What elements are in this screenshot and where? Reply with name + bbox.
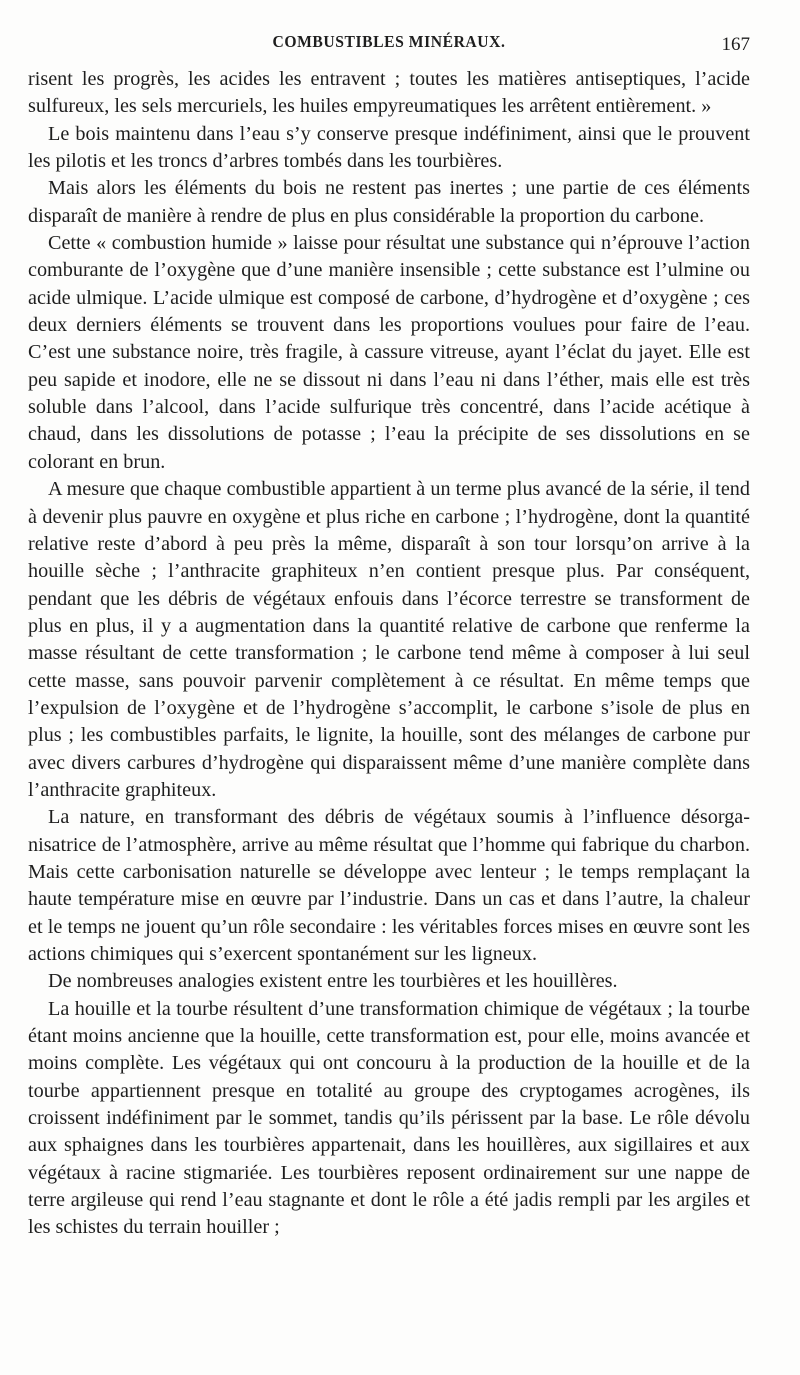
paragraph: Mais alors les éléments du bois ne restent pas inertes ; une partie de ces éléments disparaît de manière à rendre de plus en plus considérable la proportion du carbone. xyxy=(28,177,750,227)
running-title: COMBUSTIBLES MINÉRAUX. xyxy=(272,32,506,51)
paragraph: De nombreuses analogies existent entre les tourbières et les houillères. xyxy=(48,970,618,993)
paragraph: La nature, en transformant des débris de végétaux soumis à l’influence désorganisatrice de l’atmosphère, arrive au même résultat que l’homme qui fabrique du charbon. Mais cette carbonisation naturelle se développe avec lenteur ; le temps remplaçant la haute température mise en œuvre par l’industrie. Dans un cas et dans l’autre, la chaleur et le temps ne jouent qu’un rôle secondaire : les véritables forces mises en œuvre sont les actions chimiques qui s’exercent spontanément sur les ligneux. xyxy=(28,806,750,965)
paragraph: Cette « combustion humide » laisse pour résultat une substance qui n’éprouve l’action comburante de l’oxygène que d’une manière insensible ; cette substance est l’ulmine ou acide ulmique. L’acide ulmique est composé de carbone, d’hydrogène et d’oxygène ; ces deux derniers éléments se trouvent dans les proportions voulues pour faire de l’eau. C’est une substance noire, très fragile, à cassure vitreuse, ayant l’éclat du jayet. Elle est peu sapide et inodore, elle ne se dissout ni dans l’eau ni dans l’éther, mais elle est très soluble dans l’alcool, dans l’acide sulfurique très concentré, dans l’acide acétique à chaud, dans les dissolutions de potasse ; l’eau la précipite de ses dissolutions en se colorant en brun. xyxy=(28,232,750,473)
body-text xyxy=(28,66,750,1242)
page-number: 167 xyxy=(721,34,750,55)
paragraph: A mesure que chaque combustible appartient à un terme plus avancé de la série, il tend à devenir plus pauvre en oxygène et plus riche en carbone ; l’hydrogène, dont la quantité relative reste d’abord à peu près la même, disparaît à son tour lorsqu’on arrive à la houille sèche ; l’anthracite graphiteux n’en contient presque plus. Par conséquent, pendant que les débris de végétaux enfouis dans l’écorce terrestre se transforment de plus en plus, il y a augmentation dans la quantité relative de carbone que renferme la masse résultant de cette transformation ; le carbone tend même à composer à lui seul cette masse, sans pouvoir parvenir complètement à ce résultat. En même temps que l’expulsion de l’oxygène et de l’hydrogène s’accomplit, le carbone s’isole de plus en plus ; les combustibles parfaits, le lignite, la houille, sont des mélanges de carbone pur avec divers carbures d’hydrogène qui disparaissent même d’une manière complète dans l’anthracite graphiteux. xyxy=(28,478,750,801)
paragraph: Le bois maintenu dans l’eau s’y conserve presque indéfiniment, ainsi que le prouvent les pilotis et les troncs d’arbres tombés dans les tourbières. xyxy=(28,122,750,173)
paragraph-continued: risent les progrès, les acides les entravent ; toutes les matières antiseptiques, l’acide sulfureux, les sels mercuriels, les huiles empyreumatiques les arrêtent entièrement. » xyxy=(28,68,750,118)
paragraph: La houille et la tourbe résultent d’une transformation chimique de végétaux ; la tourbe étant moins ancienne que la houille, cette transformation est, pour elle, moins avancée et moins complète. Les végétaux qui ont concouru à la production de la houille et de la tourbe appartiennent presque en totalité au groupe des cryptogames acrogènes, ils croissent indéfiniment par le sommet, tandis qu’ils périssent par la base. Le rôle dévolu aux sphaignes dans les tourbières appartenait, dans les houillères, aux sigillaires et aux végétaux à racine stigmariée. Les tourbières reposent ordinairement sur une nappe de terre argileuse qui rend l’eau stagnante et dont le rôle a été jadis rempli par les argiles et les schistes du terrain houiller ; xyxy=(28,997,750,1239)
page-header xyxy=(28,28,750,58)
